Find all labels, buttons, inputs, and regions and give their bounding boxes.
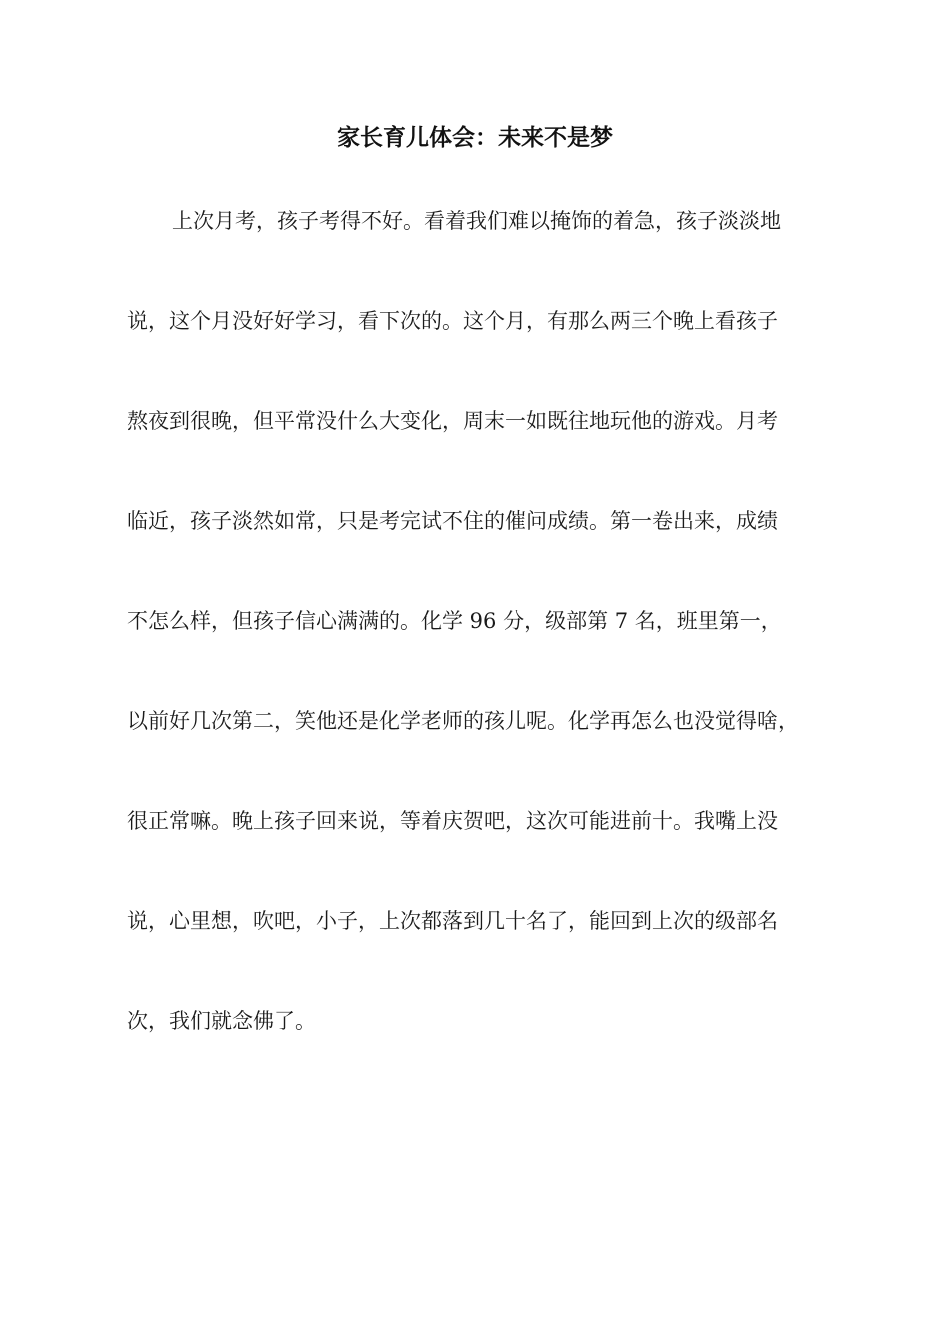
body-line: 说，这个月没好好学习，看下次的。这个月，有那么两三个晚上看孩子 [127,309,778,333]
body-line: 上次月考，孩子考得不好。看着我们难以掩饰的着急，孩子淡淡地 [172,209,781,233]
body-line: 熬夜到很晚，但平常没什么大变化，周末一如既往地玩他的游戏。月考 [127,409,778,433]
body-line: 很正常嘛。晚上孩子回来说，等着庆贺吧，这次可能进前十。我嘴上没 [127,809,778,833]
body-line: 说，心里想，吹吧，小子，上次都落到几十名了，能回到上次的级部名 [127,909,778,933]
body-line: 以前好几次第二，笑他还是化学老师的孩儿呢。化学再怎么也没觉得啥， [127,709,799,733]
body-line: 不怎么样，但孩子信心满满的。化学 96 分，级部第 7 名，班里第一， [127,609,782,633]
document-title: 家长育儿体会：未来不是梦 [337,125,613,151]
body-line: 临近，孩子淡然如常，只是考完试不住的催问成绩。第一卷出来，成绩 [127,509,778,533]
body-line: 次，我们就念佛了。 [127,1009,316,1033]
